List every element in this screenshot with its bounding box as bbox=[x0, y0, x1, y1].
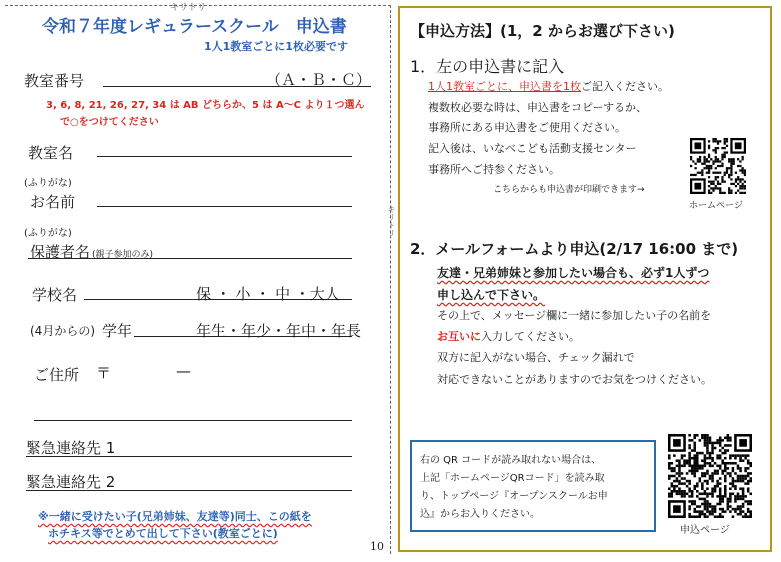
emergency-contact-2-label: 緊急連絡先 2 bbox=[26, 473, 116, 491]
grade-options: 年生・年少・年中・年長 bbox=[196, 322, 362, 340]
classroom-number-note-cont: で○をつけてください bbox=[60, 117, 159, 128]
cut-mark-side: キリトリ bbox=[387, 205, 396, 237]
method2-line4-rest: 入力してください。 bbox=[481, 330, 580, 343]
postal-mark: 〒 bbox=[96, 364, 112, 382]
notice-line4: 込』からお入りください。 bbox=[420, 509, 540, 520]
homepage-qr-caption: ホームページ bbox=[689, 201, 743, 211]
notice-line2: 上記「ホームページQRコード」を読み取 bbox=[420, 473, 605, 484]
classroom-number-options: （Ａ・Ｂ・Ｃ） bbox=[266, 71, 372, 89]
classroom-number-label: 教室番号 bbox=[24, 72, 85, 90]
apply-page-qr-code[interactable] bbox=[668, 434, 752, 518]
classroom-name-field[interactable] bbox=[97, 156, 352, 157]
method1-line1 bbox=[428, 78, 669, 94]
method2-line5: 双方に記入がない場合、チェック漏れで bbox=[437, 351, 635, 364]
instructions-heading: 【申込方法】(1，2 からお選び下さい) bbox=[410, 22, 675, 40]
apply-page-qr-caption: 申込ページ bbox=[680, 525, 730, 536]
method2-line4 bbox=[437, 328, 580, 344]
method2-line1: 友達・兄弟姉妹と参加したい場合も、必ず1人ずつ bbox=[437, 266, 710, 280]
school-label: 学校名 bbox=[32, 286, 78, 304]
grade-label: 学年 bbox=[102, 322, 133, 340]
address-field[interactable] bbox=[34, 420, 352, 421]
classroom-name-label: 教室名 bbox=[28, 144, 74, 162]
form-subtitle: 1人1教室ごとに1枚必要です bbox=[204, 40, 348, 53]
name-label: お名前 bbox=[30, 193, 76, 211]
method2-line3: その上で、メッセージ欄に一緒に参加したい子の名前を bbox=[437, 309, 712, 322]
print-note: こちらからも申込書が印刷できます→ bbox=[493, 185, 645, 195]
school-options: 保 ・ 小 ・ 中 ・大人 bbox=[196, 285, 340, 303]
footer-note-cont: ホチキス等でとめて出して下さい(教室ごとに) bbox=[48, 527, 278, 540]
notice-line3: り、トップページ『オープンスクールお申 bbox=[420, 491, 608, 502]
grade-prefix: (4月からの) bbox=[30, 324, 95, 338]
notice-line1: 右の QR コードが読み取れない場合は、 bbox=[420, 455, 602, 466]
guardian-note: (親子参加のみ) bbox=[92, 250, 154, 260]
guardian-field[interactable] bbox=[28, 258, 352, 259]
page-number: 10 bbox=[370, 540, 384, 553]
method1-line1-rest: ご記入ください。 bbox=[581, 80, 669, 93]
emergency-contact-1-label: 緊急連絡先 1 bbox=[26, 439, 116, 457]
furigana-label-guardian: (ふりがな) bbox=[24, 228, 72, 239]
emergency-contact-1-field[interactable] bbox=[26, 456, 352, 457]
guardian-label: 保護者名 bbox=[30, 243, 91, 261]
address-label: ご住所 bbox=[34, 366, 80, 384]
postal-dash: — bbox=[176, 362, 191, 380]
method1-emphasis: 1人1教室ごとに、申込書を1枚 bbox=[428, 80, 581, 93]
method2-line2: 申し込んで下さい。 bbox=[437, 288, 546, 302]
cut-mark-top: キリトリ bbox=[170, 3, 207, 13]
method1-line4: 記入後は、いなべこども活動支援センター bbox=[428, 142, 637, 155]
classroom-number-note: 3, 6, 8, 21, 26, 27, 34 は AB どちらか、5 は A〜C より１つ選ん bbox=[46, 100, 365, 111]
method2-emphasis: お互いに bbox=[437, 330, 481, 343]
footer-note: ※一緒に受けたい子(兄弟姉妹、友達等)同士、この紙を bbox=[38, 510, 312, 523]
furigana-label: (ふりがな) bbox=[24, 178, 72, 189]
form-title: 令和７年度レギュラースクール 申込書 bbox=[42, 17, 347, 37]
emergency-contact-2-field[interactable] bbox=[26, 490, 352, 491]
name-field[interactable] bbox=[97, 206, 352, 207]
method2-title: 2．メールフォームより申込(2/17 16:00 まで) bbox=[410, 240, 739, 258]
method1-line3: 事務所にある申込書をご使用ください。 bbox=[428, 121, 626, 134]
method1-line2: 複数枚必要な時は、申込書をコピーするか、 bbox=[428, 101, 648, 114]
method1-title: 1．左の申込書に記入 bbox=[410, 57, 565, 76]
homepage-qr-code[interactable] bbox=[690, 138, 746, 194]
method1-line5: 事務所へご持参ください。 bbox=[428, 163, 560, 176]
method2-line6: 対応できないことがありますのでお気をつけください。 bbox=[437, 373, 712, 386]
